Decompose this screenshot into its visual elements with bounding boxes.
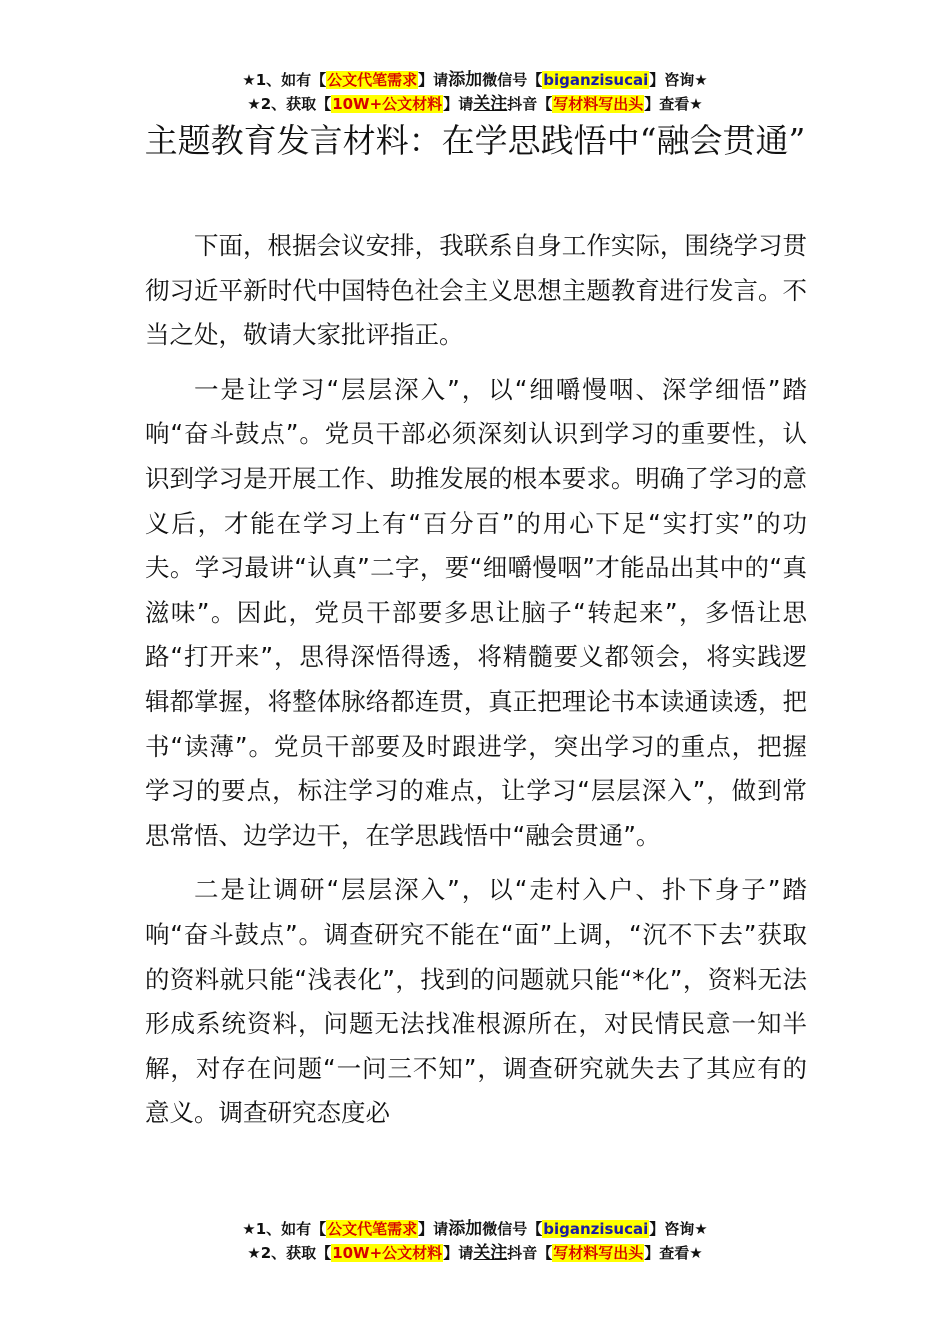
promo-highlight: 10W+公文材料: [332, 1244, 443, 1262]
promo-emphasis: 关注: [473, 1243, 508, 1263]
promo-highlight: 公文代笔需求: [327, 71, 418, 89]
paragraph-point-1: 一是让学习“层层深入”，以“细嚼慢咽、深学细悟”踏响“奋斗鼓点”。党员干部必须深刻认识到学习的重要性，认识到学习是开展工作、助推发展的根本要求。明确了学习的意义后，才能在学习上有“百分百”的用心下足“实打实”的功夫。学习最讲“认真”二字，要“细嚼慢咽”才能品出其中的“真滋味”。因此，党员干部要多思让脑子“转起来”，多悟让思路“打开来”，思得深悟得透，将精髓要义都领会，将实践逻辑都掌握，将整体脉络都连贯，真正把理论书本读通读透，把书“读薄”。党员干部要及时跟进学，突出学习的重点，把握学习的要点，标注学习的难点，让学习“层层深入”，做到常思常悟、边学边干，在学思践悟中“融会贯通”。: [145, 374, 807, 850]
promo-text: 】咨询★: [649, 1220, 708, 1238]
promo-banner-bottom: [0, 1217, 950, 1265]
promo-text: ★2、获取【: [247, 95, 332, 113]
promo-banner-top: [0, 68, 950, 116]
promo-text: ★1、如有【: [242, 1220, 327, 1238]
wechat-id-highlight: biganzisucai: [543, 1220, 649, 1238]
promo-text: 】查看★: [644, 1244, 703, 1262]
promo-emphasis: 添加: [448, 70, 483, 90]
paragraph-point-2: 二是让调研“层层深入”，以“走村入户、扑下身子”踏响“奋斗鼓点”。调查研究不能在“面”上调，“沉不下去”获取的资料就只能“浅表化”，找到的问题就只能“*化”，资料无法形成系统资料，问题无法找准根源所在，对民情民意一知半解，对存在问题“一问三不知”，调查研究就失去了其应有的意义。调查研究态度必: [145, 875, 807, 1128]
promo-text: ★1、如有【: [242, 71, 327, 89]
promo-text: 微信号【: [482, 1220, 543, 1238]
promo-line-1: [0, 1217, 950, 1241]
promo-text: 】请: [443, 1244, 474, 1262]
promo-text: 抖音【: [507, 1244, 553, 1262]
promo-text: 】咨询★: [649, 71, 708, 89]
promo-text: 微信号【: [482, 71, 543, 89]
document-body: [145, 224, 807, 1146]
promo-line-2: [0, 92, 950, 116]
paragraph-intro: 下面，根据会议安排，我联系自身工作实际，围绕学习贯彻习近平新时代中国特色社会主义思想主题教育进行发言。不当之处，敬请大家批评指正。: [145, 231, 807, 350]
promo-emphasis: 关注: [473, 94, 508, 114]
promo-text: 】请: [443, 95, 474, 113]
promo-text: 】请: [418, 1220, 449, 1238]
douyin-account-highlight: 写材料写出头: [553, 1244, 644, 1262]
wechat-id-highlight: biganzisucai: [543, 71, 649, 89]
promo-highlight: 10W+公文材料: [332, 95, 443, 113]
promo-text: ★2、获取【: [247, 1244, 332, 1262]
promo-line-2: [0, 1241, 950, 1265]
promo-text: 】请: [418, 71, 449, 89]
douyin-account-highlight: 写材料写出头: [553, 95, 644, 113]
promo-highlight: 公文代笔需求: [327, 1220, 418, 1238]
promo-text: 】查看★: [644, 95, 703, 113]
promo-text: 抖音【: [507, 95, 553, 113]
promo-line-1: [0, 68, 950, 92]
promo-emphasis: 添加: [448, 1219, 483, 1239]
document-title: 主题教育发言材料：在学思践悟中“融会贯通”: [144, 121, 806, 160]
